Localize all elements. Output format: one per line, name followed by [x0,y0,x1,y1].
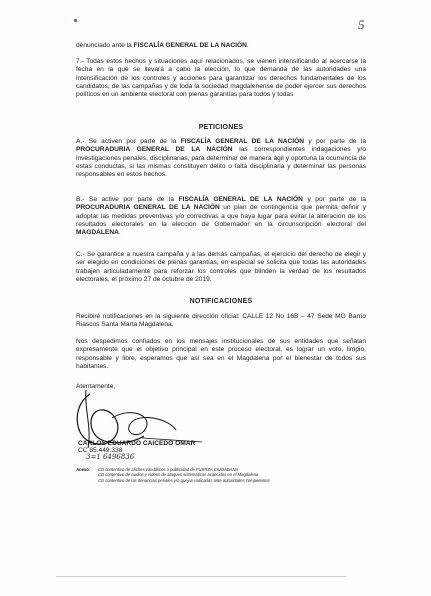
peticion-b-t1: B.- Se active por parte de la [76,196,179,203]
peticion-a-b2: PROCURADURIA GENERAL DE LA NACIÓN [76,146,233,154]
annex-label: Anexo: [76,467,91,472]
closing-paragraph: Nos despedimos confiados en los mensajes institucionales de sus entidades que señalan expresamente que el objetivo principal en este proceso electoral, es lograr un voto, limpio, responsable y libre, esperamos que así sea en el Magdalena por el bienestar de todos sus habitantes. [76,338,366,370]
peticion-a-t3: las correspondientes indagaciones y/o investigaciones penales, disciplinarias, para determinar de manera ágil y oportuna la ocurrencia de estas conductas, si las mismas constituyen delito o falta disciplinaria y determinar las personas responsables en estos hechos. [76,146,366,179]
intro-text: denunciado ante la [76,42,134,49]
peticion-b-t3: un plan de contingencia que permita definir y adoptar las medidas preventivas y/o correctivas a que haya lugar para evitar la alteración de los resultados electorales en la elección de Gobernador en la circunscripción electoral del [76,204,366,228]
peticion-b-b3: MAGDALENA [76,229,119,237]
signer-name: CARLOS EDUARDO CAICEDO OMAR [78,440,196,447]
peticion-c: C.- Se garantice a nuestra campaña y a las demás campañas, el ejercicio del derecho de elegir y ser elegido en condiciones de plenas garantías, en especial se solicita que todas las autoridades trabajen articuladamente para reforzar los controles que blinden la verdad de los resultados electorales, el próximo 27 de octubre de 2019. [76,251,366,283]
paragraph-7: 7.- Todas estos hechos y situaciones aquí relacionados, se vienen intensificando al acercarse la fecha en la que se llevará a cabo la elección, lo que demanda de las autoridades una intensificación de los controles y acciones para garantizar los derechos fundamentales de los candidatos, de las campañas y de toda la sociedad magdalenense de poder ejercer sus derechos políticos en un ambiente electoral con plenas garantías para todos y todas [76,58,366,99]
annex-line: CD contentivo de audios y videos de ataques sistemáticos acaecidos en el Magdalena [98,472,259,478]
annex-list [86,467,306,483]
peticion-a-b1: FISCALÍA GENERAL DE LA NACIÓN [180,138,305,145]
notificaciones-text: Recibiré notificaciones en la siguiente dirección oficial: CALLE 12 No 16B – 47 Sede MG Barrio Riascos Santa Marta Magdalena. [76,313,366,329]
bottom-rule [56,576,346,577]
red-dot-mark [74,19,77,22]
peticion-a-t1: A.- Se activen por parte de la [76,138,181,145]
notificaciones-heading: NOTIFICACIONES [189,298,253,305]
peticion-a-t2: y por parte de la [304,138,366,145]
peticiones-heading: PETICIONES [198,124,244,131]
peticion-b-t4: . [118,229,121,237]
signer-id: CC 85.449.338 [78,447,123,454]
annex-block [76,467,306,483]
peticion-b-b1: FISCALÍA GENERAL DE LA NACIÓN [178,196,303,203]
page-number: 5 [358,17,365,32]
annex-line: CD contentivo de las denuncias penales y/o quejas radicadas ante autoridades competentes [98,477,270,483]
intro-bold: FISCALÍA GENERAL DE LA NACIÓN [133,42,247,49]
peticion-b-b2: PROCURADURIA GENERAL DE LA NACIÓN [76,204,220,212]
peticion-a [76,138,366,179]
peticion-b [76,196,366,237]
annex-line: CD contentivo de afiches vandálicos a publicidad de FUERZA CIUDADANA [98,467,239,472]
intro-paragraph [76,42,366,50]
salutation: Atentamente, [76,383,116,390]
intro-suffix: . [246,42,249,49]
handwritten-number: 3=1 6496836 [86,453,135,461]
peticion-b-t2: y por parte de la [302,196,367,203]
